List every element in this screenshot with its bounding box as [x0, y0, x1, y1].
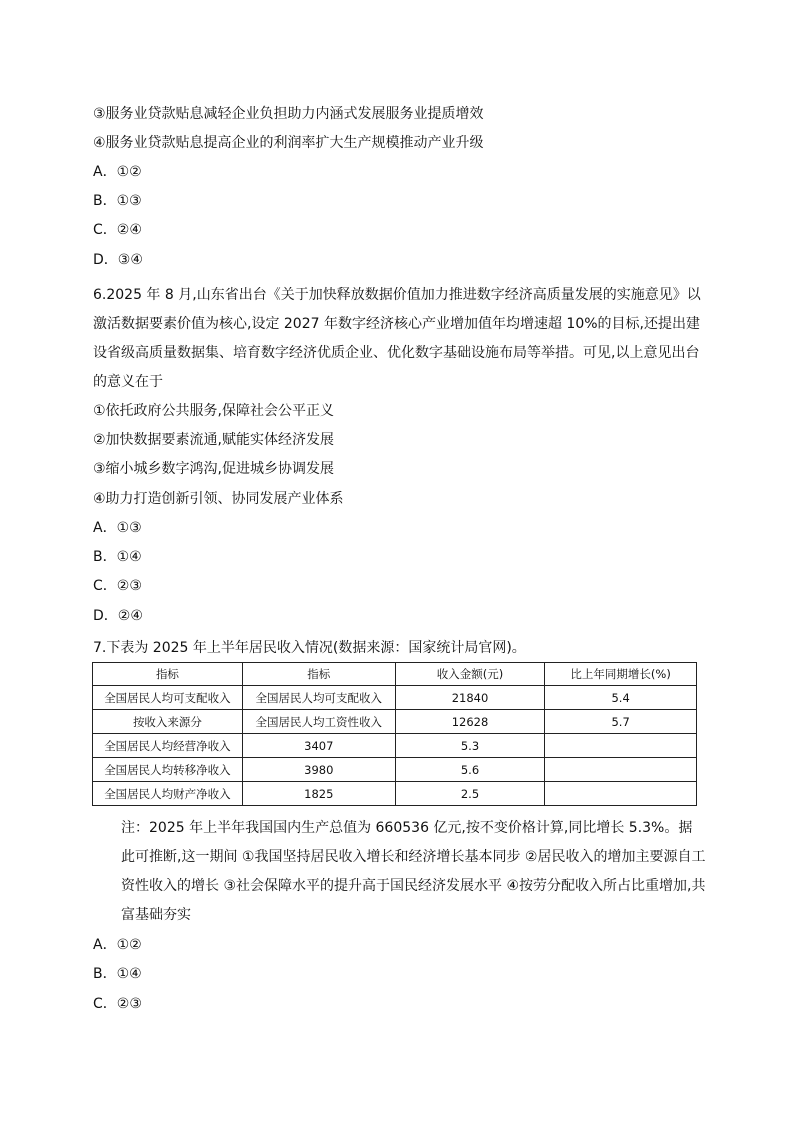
table-cell: 5.4 [545, 686, 697, 710]
table-cell [545, 734, 697, 758]
q6-item-3: ③缩小城乡数字鸿沟,促进城乡协调发展 [93, 461, 334, 477]
table-cell [545, 758, 697, 782]
q5-item-3: ③服务业贷款贴息减轻企业负担助力内涵式发展服务业提质增效 [93, 106, 484, 122]
table-row [93, 710, 697, 734]
q5-option-a: A．①② [93, 164, 142, 180]
q6-item-1: ①依托政府公共服务,保障社会公平正义 [93, 403, 334, 419]
table-cell: 1825 [242, 782, 395, 806]
header-cell: 指标 [93, 663, 243, 686]
table-cell: 按收入来源分 [93, 710, 243, 734]
header-cell: 指标 [242, 663, 395, 686]
table-cell: 21840 [395, 686, 545, 710]
table-cell: 全国居民人均可支配收入 [242, 686, 395, 710]
table-cell: 全国居民人均可支配收入 [93, 686, 243, 710]
q6-option-b: B．①④ [93, 549, 142, 565]
table-row [93, 782, 697, 806]
q5-option-b: B．①③ [93, 193, 142, 209]
table-cell: 全国居民人均转移净收入 [93, 758, 243, 782]
table-header-row [93, 663, 697, 686]
table-row [93, 734, 697, 758]
table-cell: 2.5 [395, 782, 545, 806]
header-cell: 收入金额(元) [395, 663, 545, 686]
q7-option-c: C．②③ [93, 996, 142, 1012]
table-cell: 3980 [242, 758, 395, 782]
q7-option-b: B．①④ [93, 966, 142, 982]
q5-option-c: C．②④ [93, 222, 142, 238]
table-cell: 3407 [242, 734, 395, 758]
table-cell: 5.6 [395, 758, 545, 782]
table-cell: 全国居民人均财产净收入 [93, 782, 243, 806]
table-cell: 全国居民人均经营净收入 [93, 734, 243, 758]
q6-option-a: A．①③ [93, 520, 142, 536]
table-row [93, 758, 697, 782]
q6-stem: 6.2025 年 8 月,山东省出台《关于加快释放数据价值加力推进数字经济高质量发展的实施意见》以激活数据要素价值为核心,设定 2027 年数字经济核心产业增加值年均增速超 10%的目标,还提出建设省级高质量数据集、培育数字经济优质企业、优化数字基础设施布局等举措。可见,以上意见出台的意义在于 [93, 287, 701, 390]
header-cell: 比上年同期增长(%) [545, 663, 697, 686]
q6-item-2: ②加快数据要素流通,赋能实体经济发展 [93, 432, 334, 448]
q7-note: 注：2025 年上半年我国国内生产总值为 660536 亿元,按不变价格计算,同比增长 5.3%。据此可推断,这一期间 ①我国坚持居民收入增长和经济增长基本同步 ②居民收入的增加主要源自工资性收入的增长 ③社会保障水平的提升高于国民经济发展水平 ④按劳分配收入所占比重增加,共富基础夯实 [121, 820, 706, 923]
q6-item-4: ④助力打造创新引领、协同发展产业体系 [93, 491, 344, 507]
table-cell [545, 782, 697, 806]
table-cell: 5.3 [395, 734, 545, 758]
q6-option-c: C．②③ [93, 578, 142, 594]
income-table [92, 662, 697, 806]
table-cell: 全国居民人均工资性收入 [242, 710, 395, 734]
q7-option-a: A．①② [93, 937, 142, 953]
table-row [93, 686, 697, 710]
table-cell: 5.7 [545, 710, 697, 734]
q5-item-4: ④服务业贷款贴息提高企业的利润率扩大生产规模推动产业升级 [93, 135, 484, 151]
q5-option-d: D．③④ [93, 252, 143, 268]
q6-option-d: D．②④ [93, 608, 143, 624]
table-cell: 12628 [395, 710, 545, 734]
q7-stem: 7.下表为 2025 年上半年居民收入情况(数据来源：国家统计局官网)。 [93, 640, 526, 656]
